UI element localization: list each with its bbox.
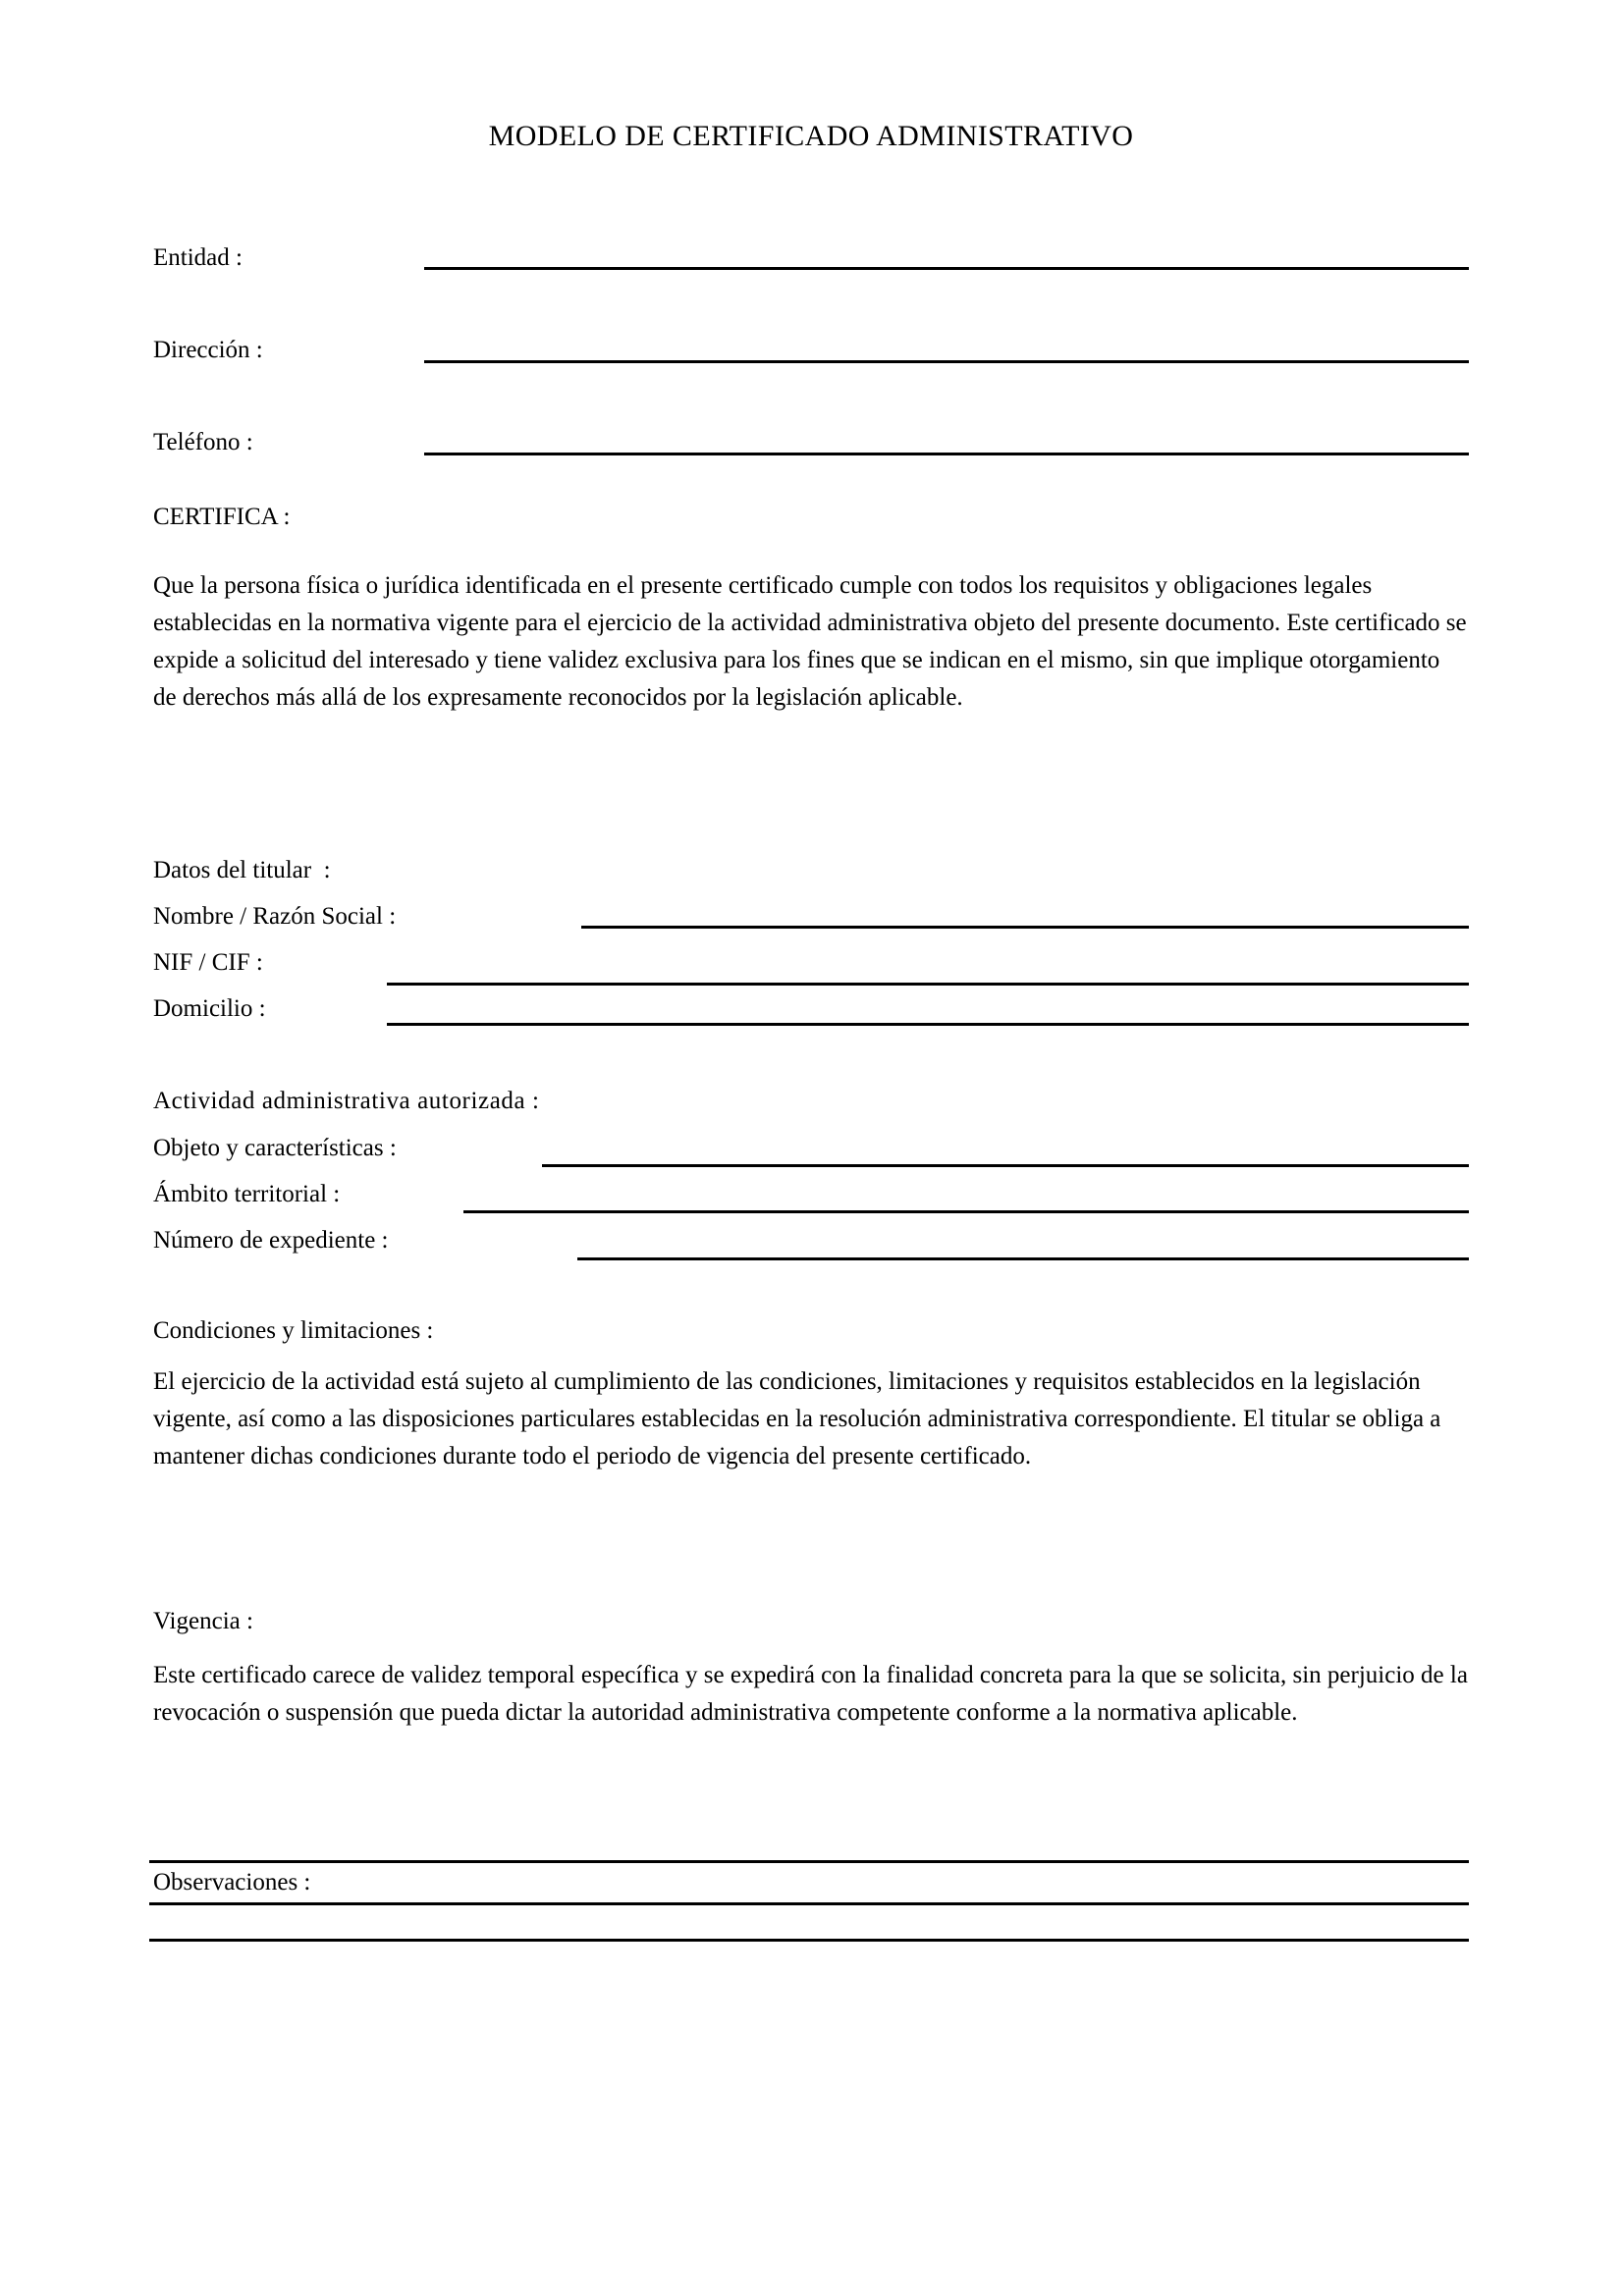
field-label-observaciones: Observaciones : [153, 1869, 311, 1896]
field-blank-ambito-territorial[interactable] [463, 1210, 1469, 1213]
observaciones-rule-middle [149, 1902, 1469, 1905]
field-blank-direccion[interactable] [424, 360, 1469, 363]
field-label-domicilio: Domicilio : [153, 995, 266, 1022]
vigencia-body-text [153, 1657, 1469, 1732]
page-title: MODELO DE CERTIFICADO ADMINISTRATIVO [488, 120, 1134, 152]
certifica-body-text [153, 567, 1469, 717]
section-heading-vigencia: Vigencia : [153, 1608, 253, 1634]
section-heading-actividad: Actividad administrativa autorizada : [153, 1088, 540, 1114]
observaciones-rule-bottom[interactable] [149, 1939, 1469, 1942]
field-label-direccion: Dirección : [153, 337, 263, 363]
field-blank-nif-cif[interactable] [387, 983, 1469, 986]
field-label-objeto-caracteristicas: Objeto y características : [153, 1135, 397, 1161]
certifica-body-paragraph: Que la persona física o jurídica identificada en el presente certificado cumple con todos los requisitos y obligaciones legales establecidas en la normativa vigente para el ejercicio de la actividad administrativa objeto del presente documento. Este certificado se expide a solicitud del interesado y tiene validez exclusiva para los fines que se indican en el mismo, sin que implique otorgamiento de derechos más allá de los expresamente reconocidos por la legislación aplicable. [153, 572, 1467, 711]
observaciones-rule-top [149, 1860, 1469, 1863]
field-blank-entidad[interactable] [424, 267, 1469, 270]
field-label-ambito-territorial: Ámbito territorial : [153, 1181, 341, 1207]
vigencia-body-paragraph: Este certificado carece de validez temporal específica y se expedirá con la finalidad concreta para la que se solicita, sin perjuicio de la revocación o suspensión que pueda dictar la autoridad administrativa competente conforme a la normativa aplicable. [153, 1662, 1468, 1726]
field-label-nif-cif: NIF / CIF : [153, 949, 263, 976]
field-blank-domicilio[interactable] [387, 1023, 1469, 1026]
field-blank-objeto-caracteristicas[interactable] [542, 1164, 1469, 1167]
condiciones-body-paragraph: El ejercicio de la actividad está sujeto al cumplimiento de las condiciones, limitaciones y requisitos establecidos en la legislación vigente, así como a las disposiciones particulares establecidas en la resolución administrativa correspondiente. El titular se obliga a mantener dichas condiciones durante todo el periodo de vigencia del presente certificado. [153, 1368, 1441, 1469]
section-heading-certifica: CERTIFICA : [153, 504, 291, 530]
field-label-numero-expediente: Número de expediente : [153, 1227, 389, 1254]
field-label-telefono: Teléfono : [153, 429, 253, 455]
condiciones-body-text [153, 1363, 1469, 1475]
section-heading-condiciones: Condiciones y limitaciones : [153, 1317, 434, 1344]
field-label-entidad: Entidad : [153, 244, 243, 271]
field-blank-nombre-razon-social[interactable] [581, 926, 1469, 929]
field-blank-telefono[interactable] [424, 453, 1469, 455]
field-label-nombre-razon-social: Nombre / Razón Social : [153, 903, 397, 930]
section-heading-datos-titular: Datos del titular : [153, 857, 331, 883]
field-blank-numero-expediente[interactable] [577, 1257, 1469, 1260]
